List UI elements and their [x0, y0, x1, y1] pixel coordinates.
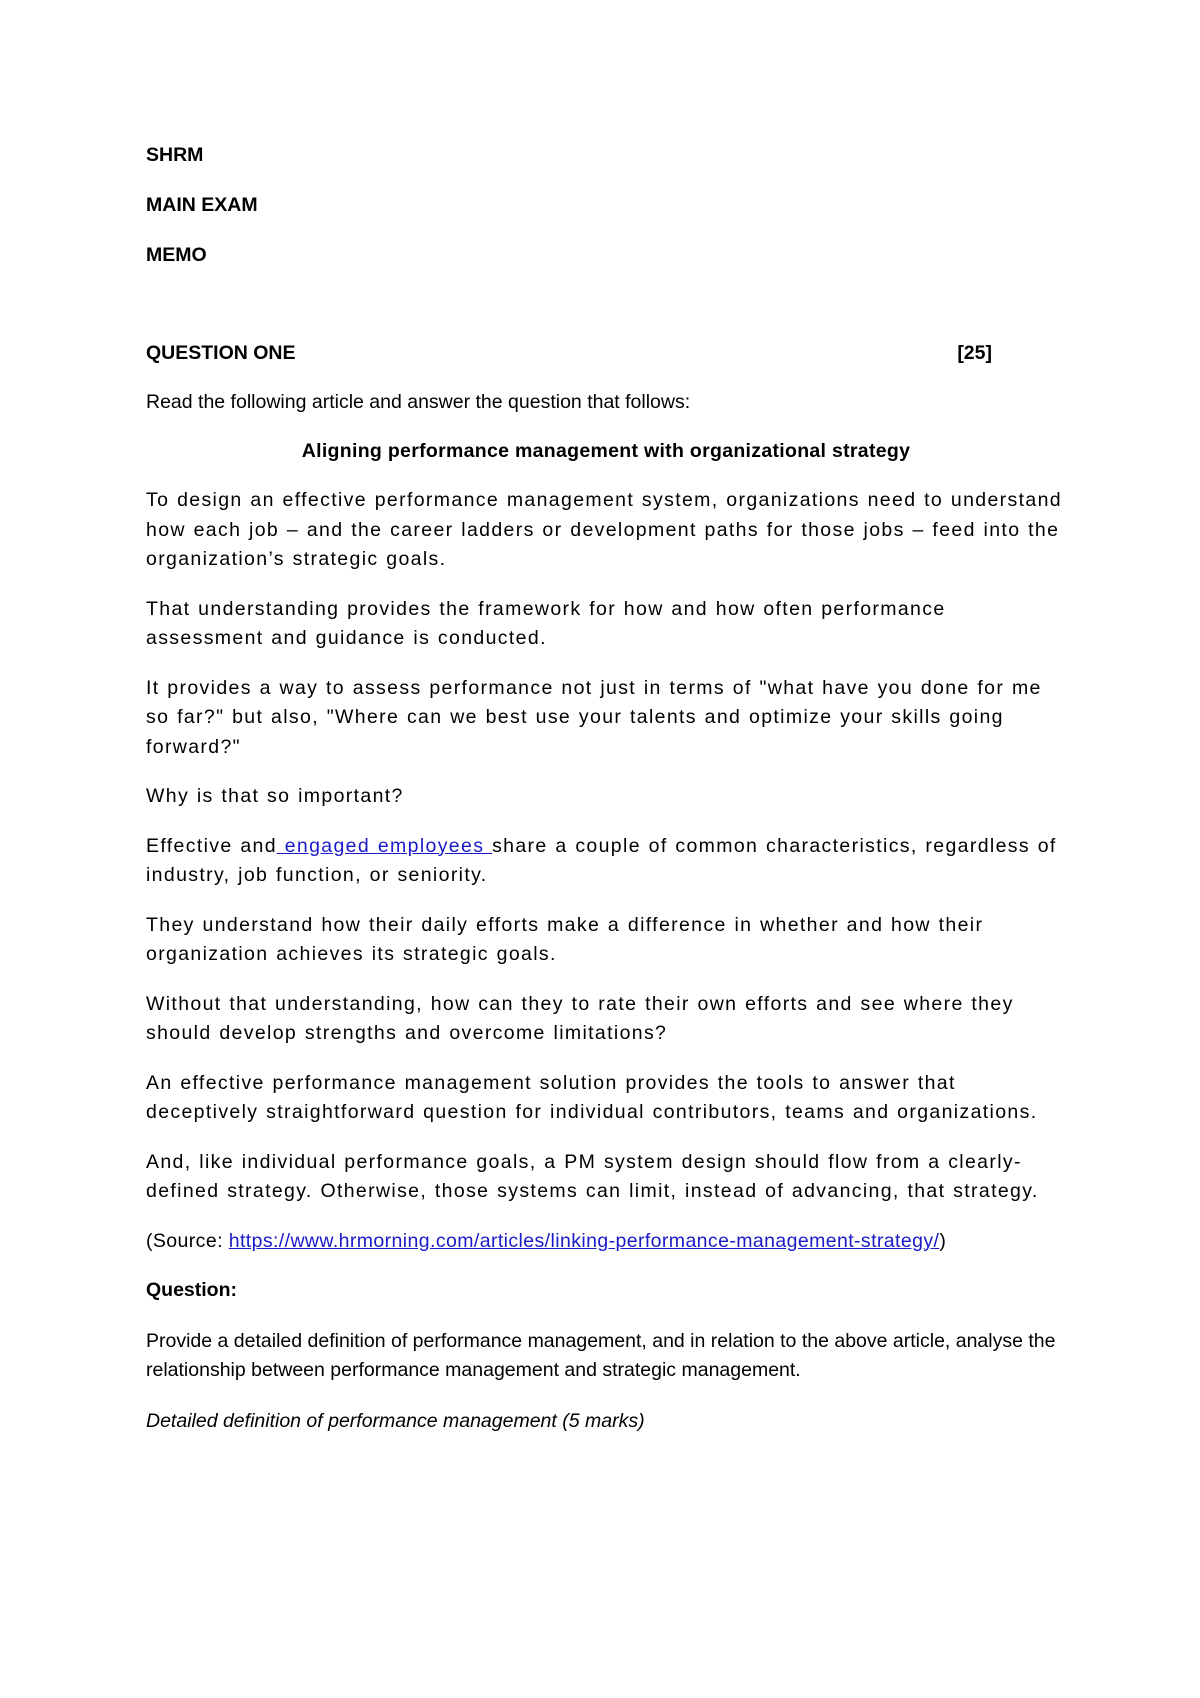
article-paragraph-4: Why is that so important?: [146, 785, 404, 807]
question-text: Provide a detailed definition of performance management, and in relation to the above article, analyse the relationship between performance management and strategic management.: [146, 1329, 1056, 1381]
question-one-heading: [146, 340, 992, 366]
article-paragraph-2: That understanding provides the framework for how and how often performance assessment and guidance is conducted.: [146, 597, 946, 649]
paragraph-5-start: Effective and: [146, 834, 277, 857]
article-paragraph-8: An effective performance management solution provides the tools to answer that deceptively straightforward question for individual contributors, teams and organizations.: [146, 1071, 1038, 1123]
source-link[interactable]: https://www.hrmorning.com/articles/linking-performance-management-strategy/: [228, 1229, 940, 1252]
question-label: Question:: [146, 1278, 237, 1301]
source-suffix: ): [939, 1229, 947, 1252]
article-paragraph-9: And, like individual performance goals, a PM system design should flow from a clearly-defined strategy. Otherwise, those systems can limit, instead of advancing, that strategy.: [146, 1150, 1039, 1202]
source-prefix: (Source:: [146, 1229, 229, 1252]
question-one-title: QUESTION ONE: [146, 342, 296, 364]
article-paragraph-3: It provides a way to assess performance not just in terms of "what have you done for me so far?" but also, "Where can we best use your talents and optimize your skills going forward?": [146, 676, 1042, 758]
article-paragraph-1: To design an effective performance management system, organizations need to understand how each job – and the career ladders or development paths for those jobs – feed into the organization’s strategic goals.: [146, 489, 1062, 570]
exam-type: MAIN EXAM: [146, 194, 258, 216]
question-one-marks: [25]: [957, 342, 992, 364]
course-code: SHRM: [146, 144, 204, 166]
article-paragraph-7: Without that understanding, how can they to rate their own efforts and see where they should develop strengths and overcome limitations?: [146, 992, 1014, 1044]
doc-type: MEMO: [146, 244, 207, 266]
source-citation: [146, 1227, 1066, 1256]
document-content: [146, 142, 1066, 1436]
instruction-text: Read the following article and answer the question that follows:: [146, 391, 691, 413]
engaged-employees-link[interactable]: engaged employees: [276, 834, 493, 857]
question-subpart: Detailed definition of performance management (5 marks): [146, 1409, 645, 1432]
article-paragraph-5: [146, 832, 1066, 891]
article-title: Aligning performance management with organizational strategy: [301, 440, 911, 462]
paragraph-5-end: share a couple of common characteristics, regardless of industry, job function, or seniority.: [146, 834, 1057, 886]
article-paragraph-6: They understand how their daily efforts make a difference in whether and how their organization achieves its strategic goals.: [146, 913, 984, 965]
